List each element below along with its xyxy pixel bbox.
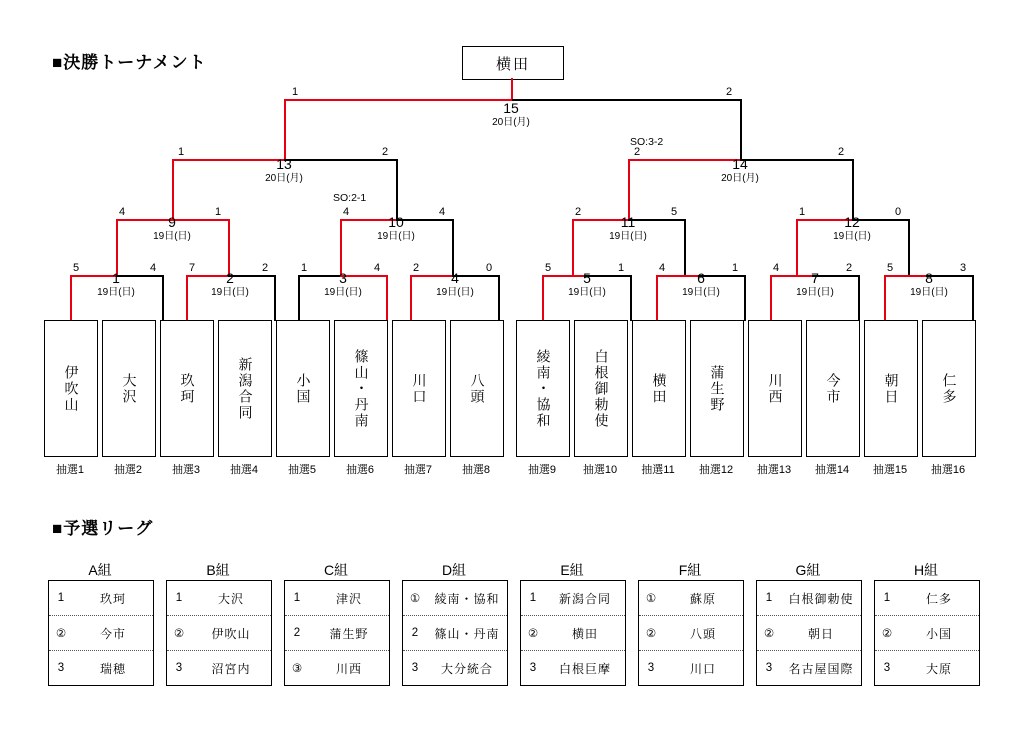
league-row	[521, 581, 625, 615]
seed-14-left: 2	[634, 146, 641, 158]
team: 八頭	[689, 626, 716, 641]
match-1-date: 19日(日)	[97, 287, 135, 298]
team-name-7: 川口	[411, 372, 428, 405]
rank: 3	[647, 662, 655, 674]
seed-3-left: 1	[301, 262, 308, 274]
team-name-5: 小国	[295, 372, 312, 405]
team-box-3	[160, 320, 214, 457]
match-14-no: 14	[732, 156, 748, 172]
league-row	[167, 581, 271, 615]
connector-6-right-drop	[744, 275, 746, 321]
league-title-e: E組	[560, 562, 584, 578]
seed-label-4: 抽選4	[229, 464, 259, 476]
league-table-g	[756, 580, 862, 686]
team-name-9: 綾南・協和	[535, 348, 552, 429]
connector-7-right-drop	[858, 275, 860, 321]
connector-9-right-drop	[228, 219, 230, 275]
connector-10-right-drop	[452, 219, 454, 275]
team: 伊吹山	[211, 626, 251, 641]
connector-6-left-drop	[656, 275, 658, 321]
seed-1-right: 4	[150, 262, 157, 274]
seed-14-right: 2	[838, 146, 845, 158]
match-7-date: 19日(日)	[796, 287, 834, 298]
connector-13-right-drop	[396, 159, 398, 219]
team: 瑞穂	[99, 661, 126, 676]
team-box-16	[922, 320, 976, 457]
match-1-no: 1	[112, 270, 120, 286]
connector-14-left-drop	[628, 159, 630, 219]
rank: 1	[765, 592, 773, 604]
team: 川口	[689, 661, 716, 676]
team-box-15	[864, 320, 918, 457]
seed-12-left: 1	[799, 206, 806, 218]
seed-10-right: 4	[439, 206, 446, 218]
match-10-no: 10	[388, 214, 404, 230]
league-row	[875, 615, 979, 650]
match-14-date: 20日(月)	[721, 173, 759, 184]
seed-9-left: 4	[119, 206, 126, 218]
seed-label-9: 抽選9	[527, 464, 557, 476]
seed-13-left: 1	[178, 146, 185, 158]
team: 沼宮内	[211, 661, 251, 676]
match-2-no: 2	[226, 270, 234, 286]
team-box-7	[392, 320, 446, 457]
match-7-no: 7	[811, 270, 819, 286]
match-5-date: 19日(日)	[568, 287, 606, 298]
seed-2-right: 2	[262, 262, 269, 274]
match-4	[415, 271, 495, 299]
league-table-d	[402, 580, 508, 686]
page-title-tournament: ■決勝トーナメント	[52, 53, 207, 72]
seed-label-10: 抽選10	[582, 464, 618, 476]
rank: ②	[55, 628, 67, 640]
match-10	[356, 215, 436, 243]
league-title-a: A組	[88, 562, 112, 578]
connector-15-right-drop	[740, 99, 742, 159]
team: 新潟合同	[558, 591, 611, 606]
match-12-no: 12	[844, 214, 860, 230]
league-title-c: C組	[323, 562, 349, 578]
team-name-3: 玖珂	[179, 372, 196, 405]
connector-12-right-drop	[908, 219, 910, 275]
league-row	[875, 650, 979, 685]
team-name-11: 横田	[651, 372, 668, 405]
team-name-2: 大沢	[121, 372, 138, 405]
team-box-6	[334, 320, 388, 457]
match-12-date: 19日(日)	[833, 231, 871, 242]
seed-7-right: 2	[846, 262, 853, 274]
team-box-1	[44, 320, 98, 457]
match-15-no: 15	[503, 100, 519, 116]
team-name-15: 朝日	[883, 372, 900, 405]
match-3-no: 3	[339, 270, 347, 286]
seed-label-8: 抽選8	[461, 464, 491, 476]
team: 川西	[335, 661, 362, 676]
league-row	[757, 581, 861, 615]
league-table-c	[284, 580, 390, 686]
team: 横田	[571, 626, 598, 641]
match-2	[190, 271, 270, 299]
match-9	[132, 215, 212, 243]
league-title-b: B組	[206, 562, 230, 578]
team: 大沢	[217, 591, 244, 606]
league-table-h	[874, 580, 980, 686]
match-7	[775, 271, 855, 299]
team: 蘇原	[689, 591, 716, 606]
rank: 3	[411, 662, 419, 674]
league-title-g: G組	[795, 562, 821, 578]
seed-label-6: 抽選6	[345, 464, 375, 476]
match-10-date: 19日(日)	[377, 231, 415, 242]
rank: 1	[57, 592, 65, 604]
match-6-no: 6	[697, 270, 705, 286]
connector-15-left-drop	[284, 99, 286, 159]
team: 蒲生野	[329, 626, 369, 641]
connector-12-left-drop	[796, 219, 798, 275]
team: 大原	[925, 661, 952, 676]
connector-5-left-drop	[542, 275, 544, 321]
match-13	[244, 157, 324, 185]
connector-11-left-drop	[572, 219, 574, 275]
rank: ③	[291, 663, 303, 675]
match-6-date: 19日(日)	[682, 287, 720, 298]
seed-label-2: 抽選2	[113, 464, 143, 476]
team-name-14: 今市	[825, 372, 842, 405]
league-row	[403, 615, 507, 650]
league-title-d: D組	[441, 562, 467, 578]
seed-11-left: 2	[575, 206, 582, 218]
rank: 3	[765, 662, 773, 674]
rank: 2	[293, 627, 301, 639]
seed-label-16: 抽選16	[930, 464, 966, 476]
team: 篠山・丹南	[434, 626, 500, 641]
page-title-league: ■予選リーグ	[52, 519, 154, 538]
league-row	[167, 650, 271, 685]
league-row	[285, 650, 389, 685]
match-11-no: 11	[620, 214, 636, 230]
seed-8-right: 3	[960, 262, 967, 274]
connector-2-right-drop	[274, 275, 276, 321]
league-row	[757, 650, 861, 685]
match-14	[700, 157, 780, 185]
match-1	[76, 271, 156, 299]
match-5-no: 5	[583, 270, 591, 286]
match-3	[303, 271, 383, 299]
rank: ①	[645, 593, 657, 605]
league-row	[639, 581, 743, 615]
connector-8-right-drop	[972, 275, 974, 321]
match-5	[547, 271, 627, 299]
match-15-date: 20日(月)	[492, 117, 530, 128]
seed-label-15: 抽選15	[872, 464, 908, 476]
team-box-11	[632, 320, 686, 457]
match-15	[471, 101, 551, 129]
team: 名古屋国際	[788, 661, 854, 676]
connector-1-right-drop	[162, 275, 164, 321]
connector-4-left-drop	[410, 275, 412, 321]
rank: 1	[883, 592, 891, 604]
team-name-8: 八頭	[469, 372, 486, 405]
champion-name: 横田	[495, 55, 530, 73]
seed-label-11: 抽選11	[641, 464, 675, 476]
rank: ①	[409, 593, 421, 605]
seed-label-13: 抽選13	[756, 464, 792, 476]
seed-label-12: 抽選12	[698, 464, 734, 476]
match-8-date: 19日(日)	[910, 287, 948, 298]
seed-13-right: 2	[382, 146, 389, 158]
rank: 3	[57, 662, 65, 674]
league-row	[49, 615, 153, 650]
rank: ②	[527, 628, 539, 640]
seed-5-right: 1	[618, 262, 625, 274]
league-table-f	[638, 580, 744, 686]
rank: 1	[529, 592, 537, 604]
connector-champ-stem	[511, 78, 513, 100]
seed-7-left: 4	[773, 262, 780, 274]
seed-5-left: 5	[545, 262, 552, 274]
league-table-a	[48, 580, 154, 686]
team: 玖珂	[99, 591, 126, 606]
connector-11-right-drop	[684, 219, 686, 275]
match-3-date: 19日(日)	[324, 287, 362, 298]
seed-label-14: 抽選14	[814, 464, 850, 476]
connector-3-left-drop	[298, 275, 300, 321]
seed-9-right: 1	[215, 206, 222, 218]
match-11	[588, 215, 668, 243]
team-box-2	[102, 320, 156, 457]
match-8	[889, 271, 969, 299]
league-row	[403, 650, 507, 685]
team: 仁多	[925, 591, 952, 606]
seed-2-left: 7	[189, 262, 196, 274]
connector-3-right-drop	[386, 275, 388, 321]
team-name-16: 仁多	[941, 372, 958, 405]
seed-6-left: 4	[659, 262, 666, 274]
team: 綾南・協和	[434, 591, 500, 606]
seed-15-left: 1	[292, 86, 299, 98]
seed-8-left: 5	[887, 262, 894, 274]
team: 大分統合	[440, 661, 493, 676]
team-name-6: 篠山・丹南	[353, 348, 370, 429]
team-name-1: 伊吹山	[63, 364, 80, 413]
match-13-date: 20日(月)	[265, 173, 303, 184]
seed-label-5: 抽選5	[287, 464, 317, 476]
match-2-date: 19日(日)	[211, 287, 249, 298]
league-row	[285, 615, 389, 650]
rank: ②	[173, 628, 185, 640]
connector-4-right-drop	[498, 275, 500, 321]
seed-12-right: 0	[895, 206, 902, 218]
connector-14-right-drop	[852, 159, 854, 219]
note-10: SO:2-1	[333, 192, 367, 204]
league-row	[639, 650, 743, 685]
team: 小国	[925, 626, 952, 641]
connector-2-left-drop	[186, 275, 188, 321]
team-name-12: 蒲生野	[709, 364, 726, 413]
rank: 3	[883, 662, 891, 674]
league-title-h: H組	[913, 562, 939, 578]
league-row	[49, 581, 153, 615]
seed-4-left: 2	[413, 262, 420, 274]
seed-label-1: 抽選1	[55, 464, 85, 476]
match-6	[661, 271, 741, 299]
connector-9-left-drop	[116, 219, 118, 275]
team: 津沢	[335, 591, 362, 606]
team-box-14	[806, 320, 860, 457]
team-name-4: 新潟合同	[237, 356, 254, 421]
league-row	[403, 581, 507, 615]
league-row	[521, 615, 625, 650]
rank: 3	[175, 662, 183, 674]
rank: ②	[645, 628, 657, 640]
connector-7-left-drop	[770, 275, 772, 321]
team-name-10: 白根御勅使	[593, 348, 610, 429]
team-name-13: 川西	[767, 372, 784, 405]
connector-10-left-drop	[340, 219, 342, 275]
league-row	[757, 615, 861, 650]
seed-label-7: 抽選7	[403, 464, 433, 476]
seed-15-right: 2	[726, 86, 733, 98]
rank: 1	[293, 592, 301, 604]
team: 白根御勅使	[788, 591, 854, 606]
team-box-8	[450, 320, 504, 457]
seed-11-right: 5	[671, 206, 678, 218]
team-box-5	[276, 320, 330, 457]
connector-8-left-drop	[884, 275, 886, 321]
team: 朝日	[807, 626, 834, 641]
connector-13-left-drop	[172, 159, 174, 219]
seed-4-right: 0	[486, 262, 493, 274]
connector-1-left-drop	[70, 275, 72, 321]
match-4-no: 4	[451, 270, 459, 286]
match-11-date: 19日(日)	[609, 231, 647, 242]
team-box-10	[574, 320, 628, 457]
rank: 2	[411, 627, 419, 639]
connector-5-right-drop	[630, 275, 632, 321]
team-box-9	[516, 320, 570, 457]
league-row	[875, 581, 979, 615]
team: 白根巨摩	[558, 661, 611, 676]
seed-label-3: 抽選3	[171, 464, 201, 476]
rank: 3	[529, 662, 537, 674]
league-table-e	[520, 580, 626, 686]
match-12	[812, 215, 892, 243]
league-row	[285, 581, 389, 615]
league-row	[639, 615, 743, 650]
team-box-13	[748, 320, 802, 457]
rank: ②	[763, 628, 775, 640]
league-row	[49, 650, 153, 685]
seed-6-right: 1	[732, 262, 739, 274]
team: 今市	[99, 626, 126, 641]
seed-10-left: 4	[343, 206, 350, 218]
note-14: SO:3-2	[630, 136, 664, 148]
match-13-no: 13	[276, 156, 292, 172]
rank: 1	[175, 592, 183, 604]
rank: ②	[881, 628, 893, 640]
league-table-b	[166, 580, 272, 686]
seed-1-left: 5	[73, 262, 80, 274]
champion-box	[462, 46, 564, 80]
team-box-4	[218, 320, 272, 457]
match-8-no: 8	[925, 270, 933, 286]
league-row	[167, 615, 271, 650]
league-title-f: F組	[678, 562, 702, 578]
team-box-12	[690, 320, 744, 457]
match-9-no: 9	[168, 214, 176, 230]
seed-3-right: 4	[374, 262, 381, 274]
league-row	[521, 650, 625, 685]
match-9-date: 19日(日)	[153, 231, 191, 242]
match-4-date: 19日(日)	[436, 287, 474, 298]
